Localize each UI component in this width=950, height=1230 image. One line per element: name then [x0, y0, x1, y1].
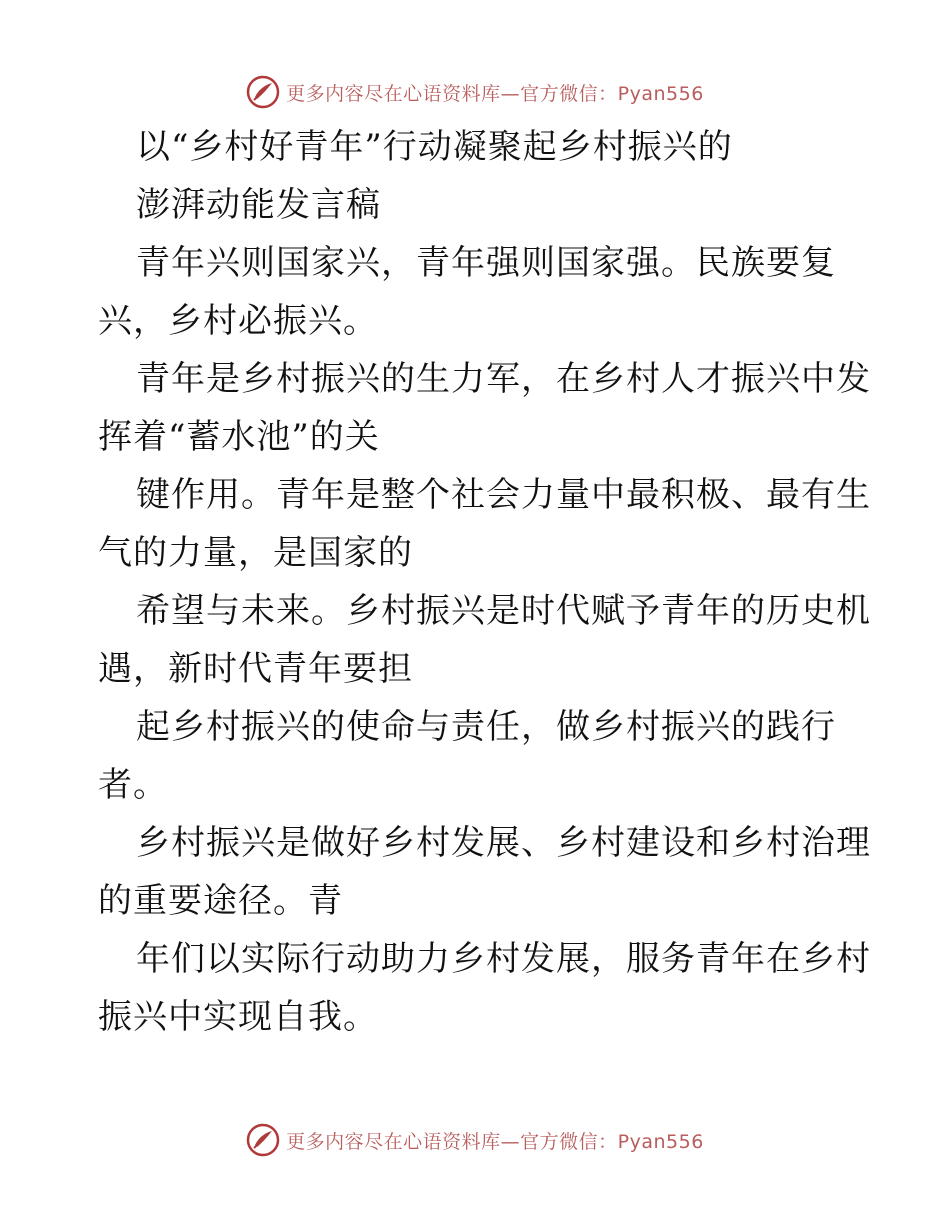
watermark-text: 更多内容尽在心语资料库—官方微信：Pyan556 — [286, 82, 704, 105]
footer-watermark — [0, 1120, 950, 1160]
paragraph-line: 遇，新时代青年要担 — [98, 649, 413, 689]
book-quill-logo-icon — [246, 1123, 280, 1157]
paragraph-line: 青年是乡村振兴的生力军，在乡村人才振兴中发 — [136, 359, 871, 399]
document-body — [98, 118, 871, 1046]
paragraph-line: 青年兴则国家兴，青年强则国家强。民族要复 — [136, 243, 836, 283]
header-watermark — [0, 72, 950, 112]
paragraph-line: 起乡村振兴的使命与责任，做乡村振兴的践行 — [136, 707, 836, 747]
paragraph-line: 键作用。青年是整个社会力量中最积极、最有生 — [136, 475, 871, 515]
paragraph-line: 挥着“蓄水池”的关 — [98, 417, 380, 457]
paragraph-line: 兴，乡村必振兴。 — [98, 301, 378, 341]
paragraph-line: 者。 — [98, 765, 168, 805]
paragraph-line: 振兴中实现自我。 — [98, 997, 378, 1037]
paragraph-line: 希望与未来。乡村振兴是时代赋予青年的历史机 — [136, 591, 871, 631]
title-line-1: 以“乡村好青年”行动凝聚起乡村振兴的 — [136, 127, 733, 167]
title-line-2: 澎湃动能发言稿 — [136, 185, 381, 225]
paragraph-line: 乡村振兴是做好乡村发展、乡村建设和乡村治理 — [136, 823, 871, 863]
watermark-text: 更多内容尽在心语资料库—官方微信：Pyan556 — [286, 1130, 704, 1153]
paragraph-line: 年们以实际行动助力乡村发展，服务青年在乡村 — [136, 939, 871, 979]
paragraph-line: 的重要途径。青 — [98, 881, 343, 921]
paragraph-line: 气的力量，是国家的 — [98, 533, 413, 573]
book-quill-logo-icon — [246, 75, 280, 109]
